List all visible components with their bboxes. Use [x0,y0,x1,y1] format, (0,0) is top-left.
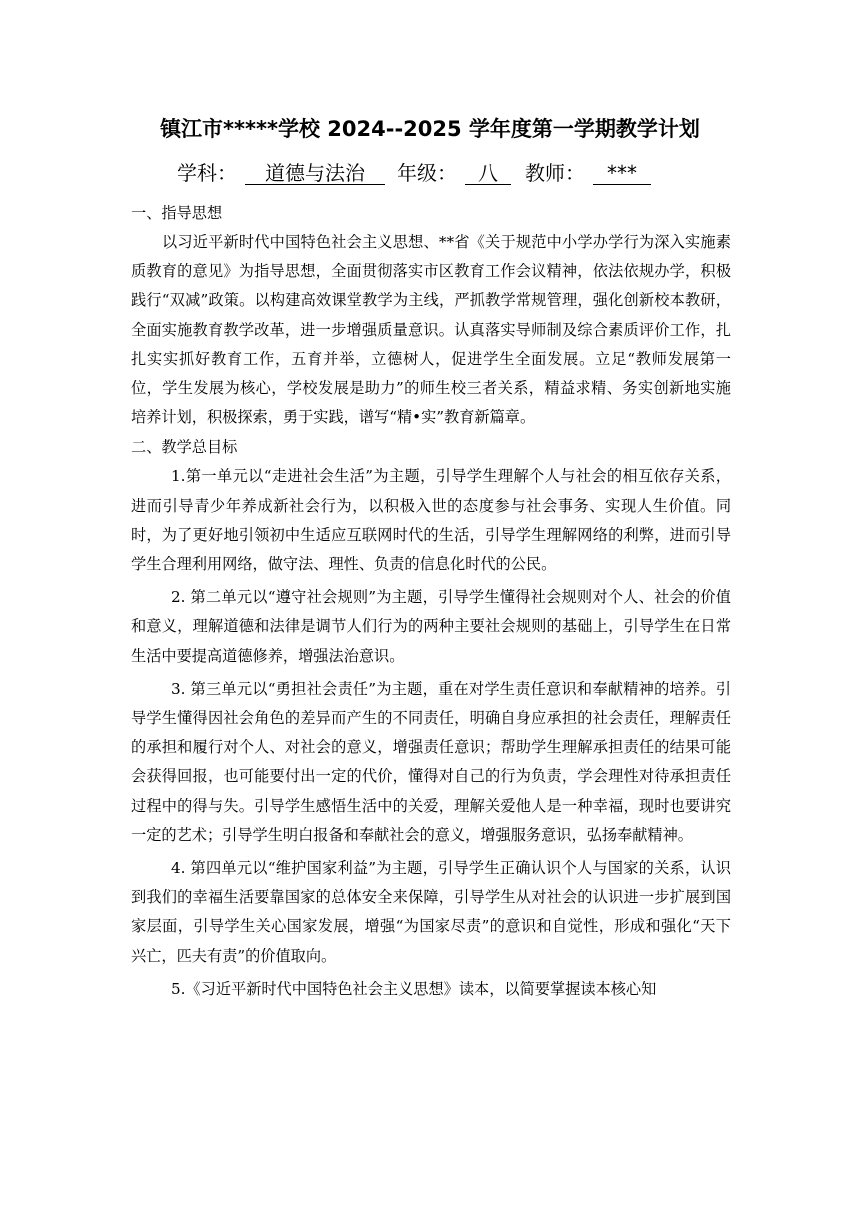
grade-value: 八 [465,162,511,185]
paragraph-goal-reader: 5.《习近平新时代中国特色社会主义思想》读本，以简要掌握读本核心知 [171,979,657,998]
paragraph-goal-unit-2: 2. 第二单元以“遵守社会规则”为主题，引导学生懂得社会规则对个人、社会的价值和意义，理解道德和法律是调节人们行为的两种主要社会规则的基础上，引导学生在日常生活中要提高道德修养，增强法治意识。 [131,588,731,665]
section-heading-guiding-ideology: 一、指导思想 [131,204,223,222]
document-meta-line [177,157,651,186]
document-body [131,198,731,1004]
paragraph-goal-unit-4: 4. 第四单元以“维护国家利益”为主题，引导学生正确认识个人与国家的关系，认识到我们的幸福生活要靠国家的总体安全来保障，引导学生从对社会的认识进一步扩展到国家层面，引导学生关心国家发展，增强“为国家尽责”的意识和自觉性，形成和强化“天下兴亡，匹夫有责”的价值取向。 [131,859,731,965]
document-title: 镇江市*****学校 2024--2025 学年度第一学期教学计划 [160,117,700,141]
paragraph-guiding-ideology: 以习近平新时代中国特色社会主义思想、**省《关于规范中小学办学行为深入实施素质教育的意见》为指导思想，全面贯彻落实市区教育工作会议精神，依法依规办学，积极践行“双减”政策。以构建高效课堂教学为主线，严抓教学常规管理，强化创新校本教研，全面实施教育教学改革，进一步增强质量意识。认真落实导师制及综合素质评价工作，扎扎实实抓好教育工作，五育并举，立德树人，促进学生全面发展。立足“教师发展第一位，学生发展为核心，学校发展是助力”的师生校三者关系，精益求精、务实创新地实施培养计划，积极探索，勇于实践，谱写“精•实”教育新篇章。 [131,233,731,427]
subject-label: 学科： [177,161,237,185]
paragraph-goal-unit-1: 1.第一单元以“走进社会生活”为主题，引导学生理解个人与社会的相互依存关系，进而引导青少年养成新社会行为，以积极入世的态度参与社会事务、实现人生价值。同时，为了更好地引领初中生适应互联网时代的生活，引导学生理解网络的利弊，进而引导学生合理利用网络，做守法、理性、负责的信息化时代的公民。 [131,467,731,574]
section-heading-teaching-goals: 二、教学总目标 [131,438,238,457]
paragraph-goal-unit-3: 3. 第三单元以“勇担社会责任”为主题，重在对学生责任意识和奉献精神的培养。引导学生懂得因社会角色的差异而产生的不同责任，明确自身应承担的社会责任，理解责任的承担和履行对个人、对社会的意义，增强责任意识；帮助学生理解承担责任的结果可能会获得回报，也可能要付出一定的代价，懂得对自己的行为负责，学会理性对待承担责任过程中的得与失。引导学生感悟生活中的关爱，理解关爱他人是一种幸福，现时也要讲究一定的艺术；引导学生明白报备和奉献社会的意义，增强服务意识，弘扬奉献精神。 [131,679,731,844]
teacher-label: 教师： [525,161,585,185]
subject-value: 道德与法治 [245,162,385,185]
teacher-value: *** [593,162,651,185]
grade-label: 年级： [397,161,457,185]
